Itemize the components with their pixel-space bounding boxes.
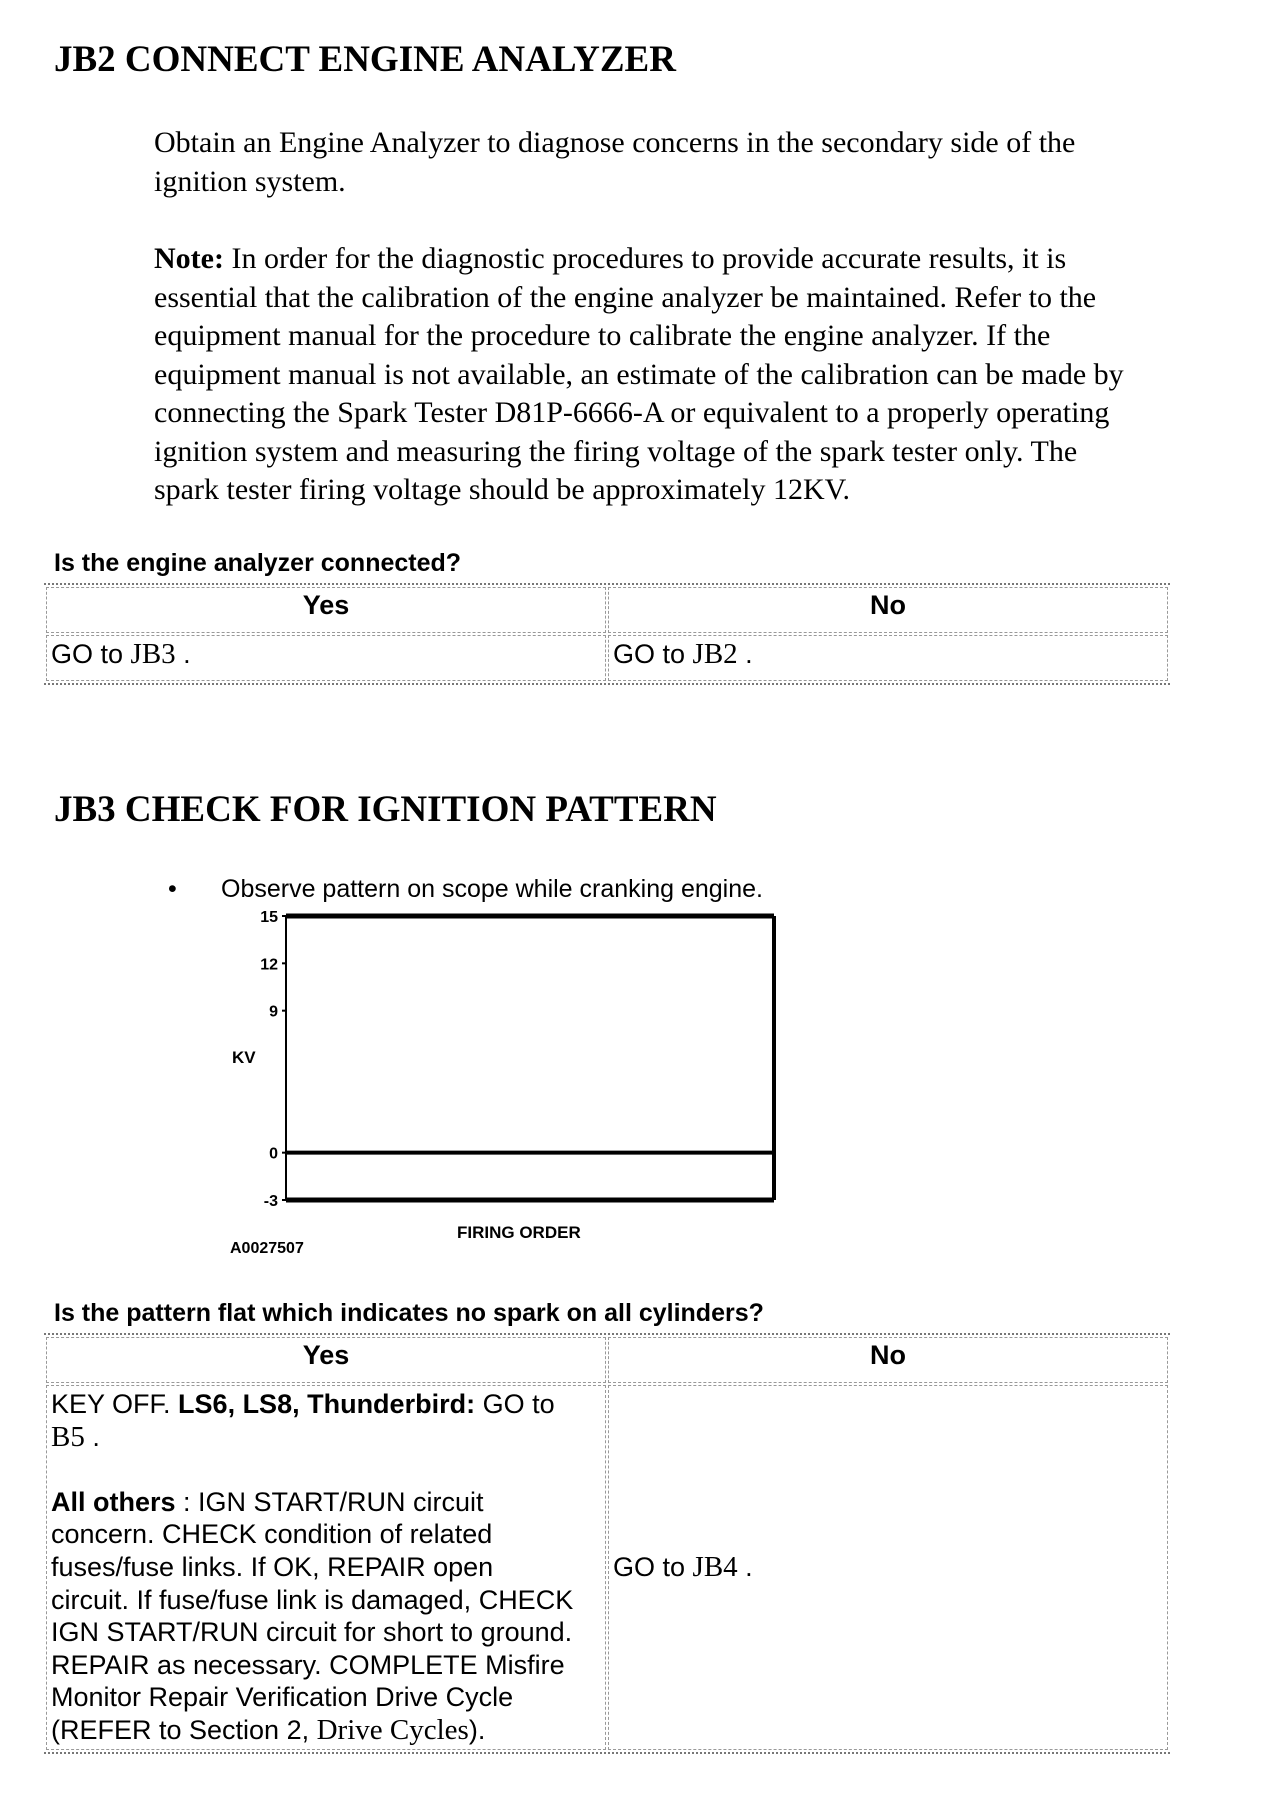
x-axis-label: FIRING ORDER: [457, 1223, 581, 1242]
link-jb4[interactable]: JB4: [692, 1550, 738, 1583]
text: .: [737, 1551, 753, 1582]
text-line: Monitor Repair Verification Drive Cycle: [51, 1682, 514, 1713]
text-line: concern. CHECK condition of related: [51, 1519, 493, 1550]
note-label: Note:: [154, 242, 224, 275]
question-jb3: Is the pattern flat which indicates no spark on all cylinders?: [54, 1299, 764, 1327]
link-drive-cycles[interactable]: Drive Cycles: [316, 1713, 469, 1746]
text-line: fuses/fuse links. If OK, REPAIR open: [51, 1551, 494, 1582]
text: GO to: [613, 1551, 693, 1582]
text-line: ignition system.: [154, 164, 346, 198]
text-line: equipment manual for the procedure to calibrate the engine analyzer. If the: [154, 319, 1051, 352]
text-line: REPAIR as necessary. COMPLETE Misfire: [51, 1649, 565, 1680]
text: All others: [51, 1486, 176, 1517]
text: GO to: [51, 639, 131, 669]
text-line: ignition system and measuring the firing voltage of the spark tester only. The: [154, 434, 1078, 468]
section-title-jb2: JB2 CONNECT ENGINE ANALYZER: [54, 39, 676, 80]
text: ).: [468, 1714, 486, 1745]
yes-header: Yes: [46, 587, 606, 633]
link-jb3[interactable]: JB3: [130, 638, 176, 670]
bullet-text: Observe pattern on scope while cranking engine.: [221, 875, 763, 903]
y-tick-label: -3: [263, 1193, 278, 1210]
y-tick-label: 12: [260, 956, 278, 974]
text: KEY OFF.: [51, 1389, 179, 1419]
text: GO to: [613, 639, 693, 669]
text: .: [84, 1421, 100, 1452]
yes-header: Yes: [46, 1337, 606, 1383]
text-line: spark tester firing voltage should be approximately 12KV.: [154, 473, 850, 506]
text: LS6, LS8, Thunderbird:: [178, 1389, 476, 1419]
text-line: Obtain an Engine Analyzer to diagnose concerns in the secondary side of the: [154, 126, 1076, 159]
text-line: circuit. If fuse/fuse link is damaged, CHECK: [51, 1584, 574, 1615]
y-tick-label: 9: [269, 1003, 278, 1021]
no-cell: [608, 1385, 1168, 1750]
yes-cell: [46, 1385, 606, 1750]
y-tick-label: 0: [269, 1145, 278, 1163]
y-tick-label: 15: [260, 909, 278, 926]
text: GO to: [475, 1389, 555, 1419]
text-line: IGN START/RUN circuit for short to ground.: [51, 1617, 573, 1648]
text: (REFER to Section 2,: [51, 1714, 317, 1745]
link-b5[interactable]: B5: [51, 1420, 85, 1453]
y-axis-label: KV: [232, 1048, 256, 1067]
text: : IGN START/RUN circuit: [175, 1486, 484, 1517]
no-header: No: [608, 587, 1168, 633]
text-line: In order for the diagnostic procedures to provide accurate results, it is: [223, 242, 1067, 275]
question-jb2: Is the engine analyzer connected?: [54, 549, 462, 577]
text-line: equipment manual is not available, an estimate of the calibration can be made by: [154, 357, 1124, 391]
text-line: essential that the calibration of the engine analyzer be maintained. Refer to the: [154, 280, 1097, 314]
section-title-jb3: JB3 CHECK FOR IGNITION PATTERN: [54, 789, 717, 830]
text: .: [175, 639, 191, 669]
text: .: [737, 639, 753, 669]
figure-id: A0027507: [230, 1240, 304, 1257]
link-jb2[interactable]: JB2: [692, 638, 738, 670]
no-header: No: [608, 1337, 1168, 1383]
text-line: connecting the Spark Tester D81P-6666-A or equivalent to a properly operating: [154, 396, 1110, 429]
bullet-icon: •: [168, 875, 177, 903]
jb3-answer-table: [44, 1333, 1170, 1754]
